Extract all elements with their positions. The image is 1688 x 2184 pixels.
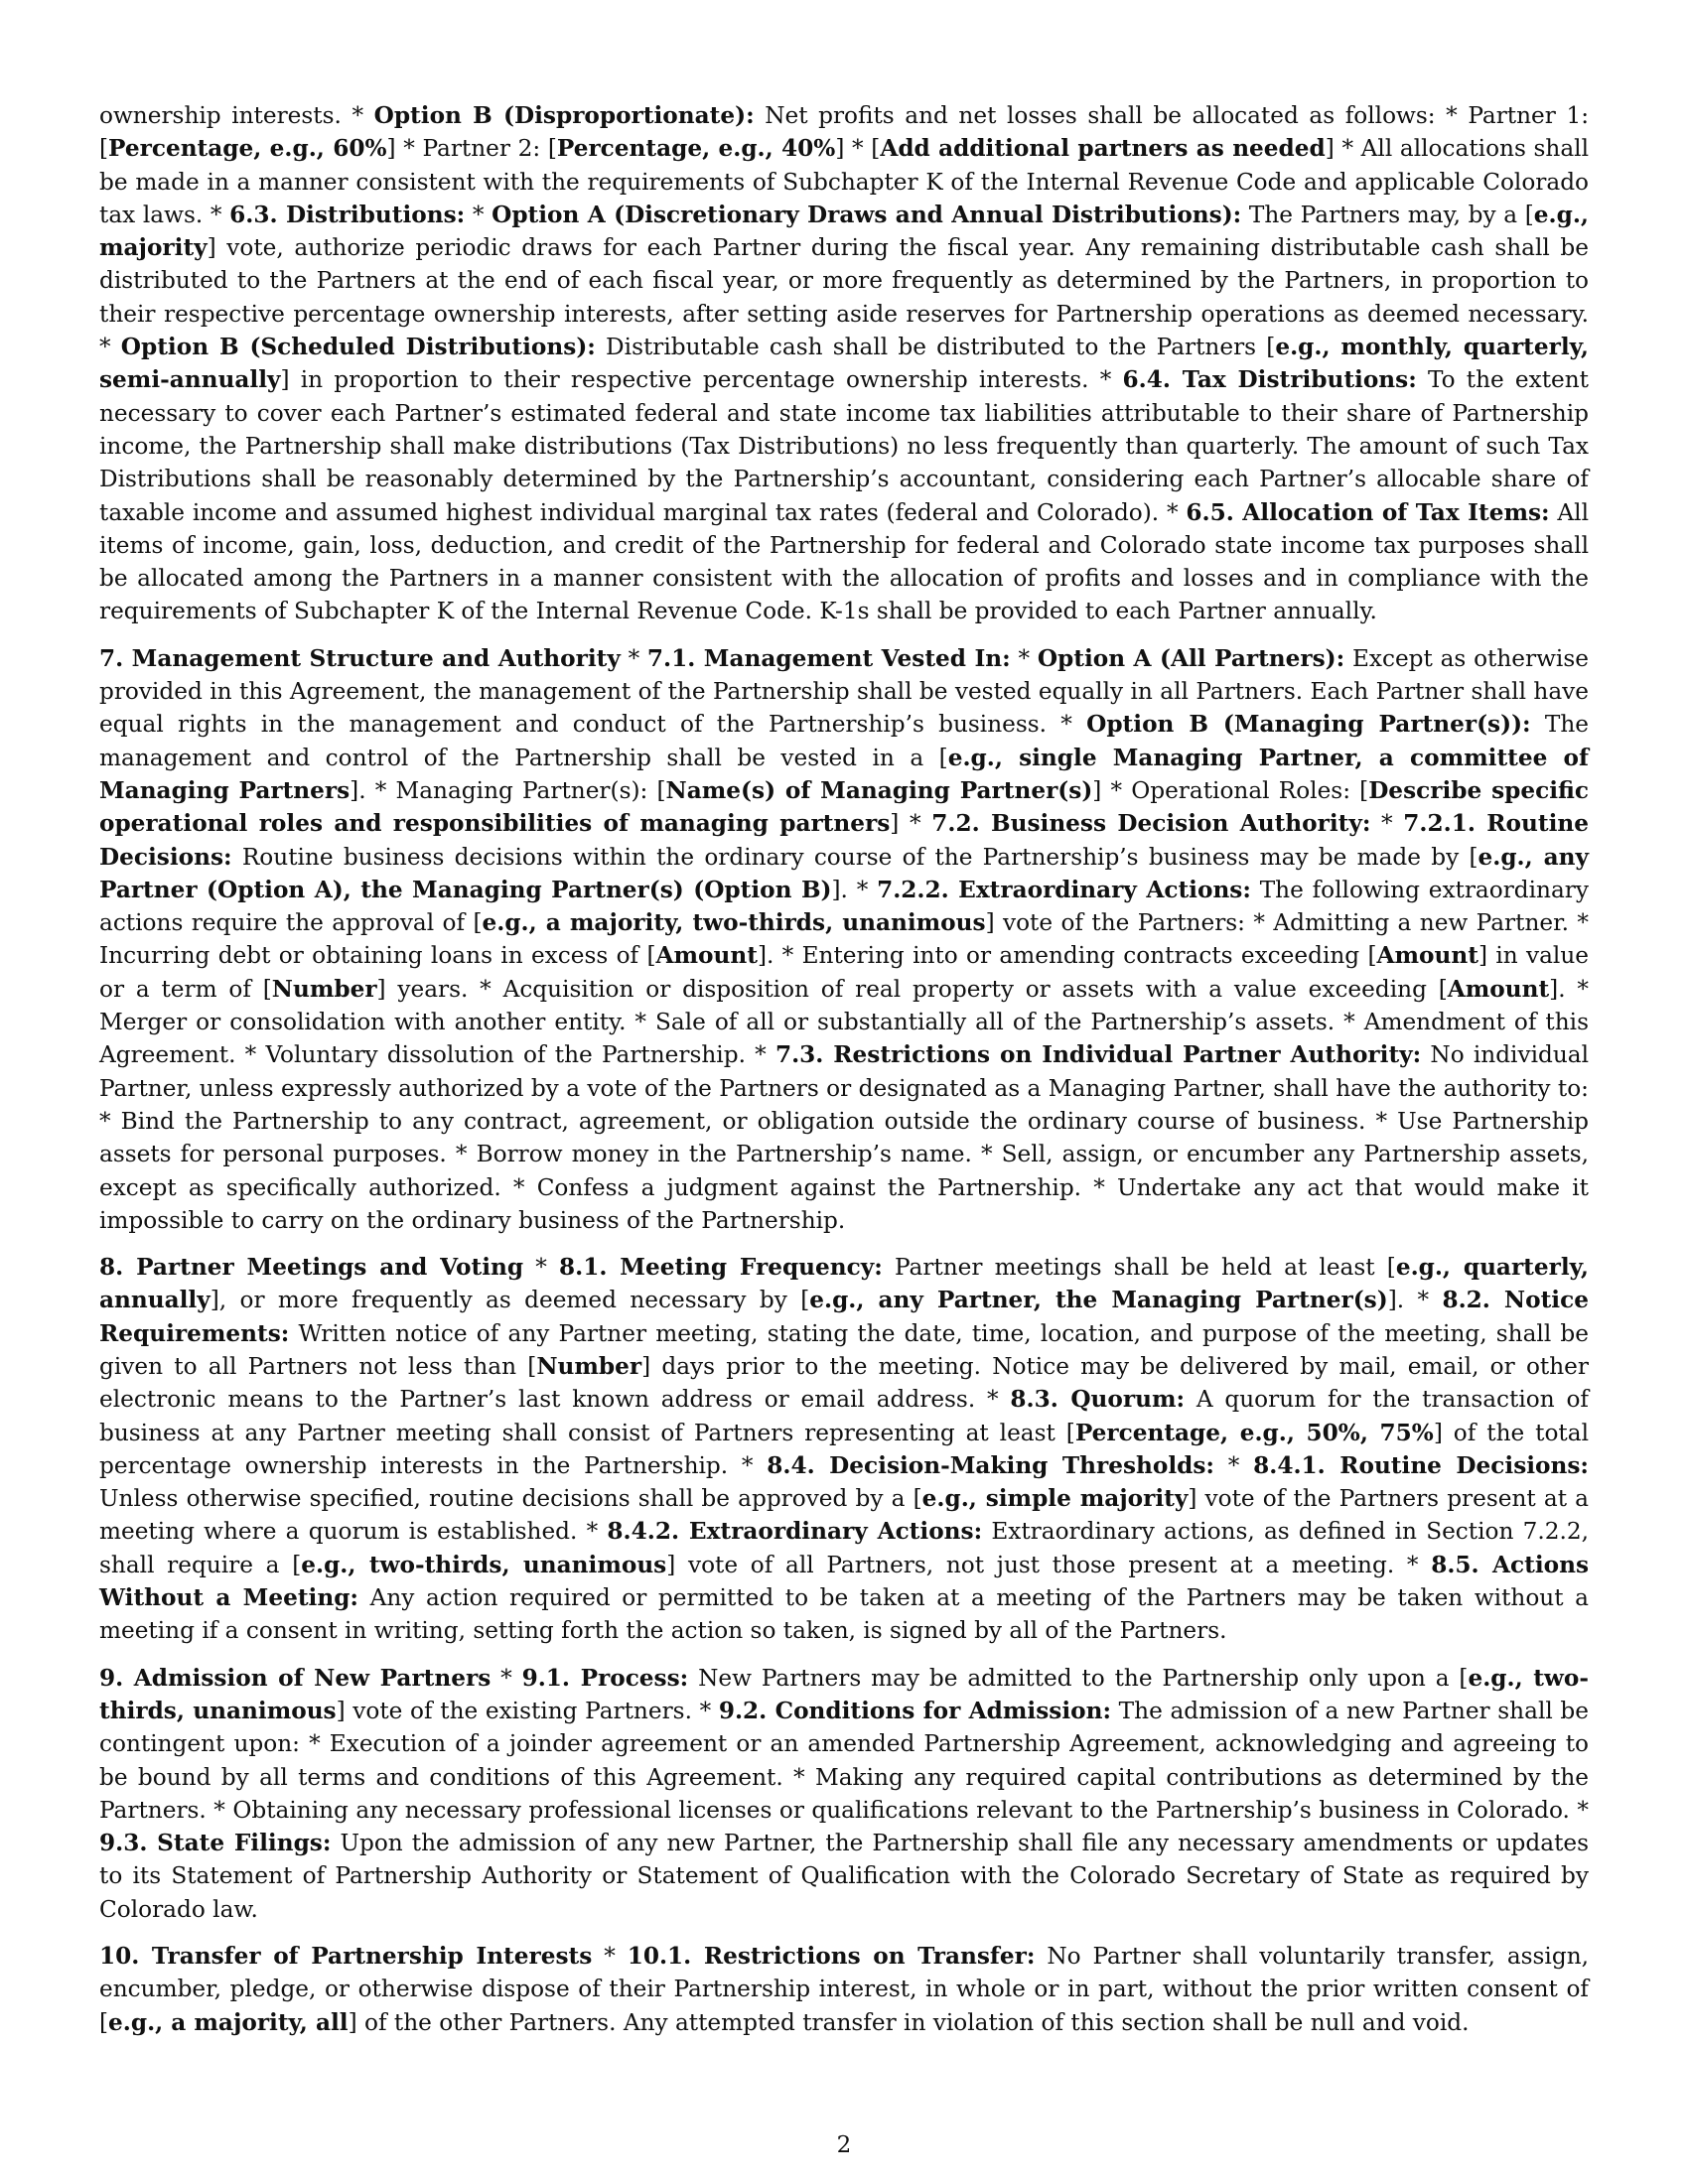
body-text: ]. * Entering into or amending contracts exceeding [ xyxy=(757,942,1377,970)
bold-text: e.g., majority xyxy=(99,201,1589,262)
bold-text: 8.1. Meeting Frequency: xyxy=(559,1254,883,1282)
paragraph xyxy=(99,1940,1589,2039)
bold-text: e.g., monthly, quarterly, semi-annually xyxy=(99,334,1589,394)
body-text: ]. * xyxy=(1387,1287,1443,1314)
body-text: New Partners may be admitted to the Partnership only upon a [ xyxy=(688,1664,1469,1692)
bold-text: Percentage, e.g., 60% xyxy=(108,135,387,163)
bold-text: 9.3. State Filings: xyxy=(99,1830,332,1857)
body-text: ] of the total percentage ownership interests in the Partnership. * xyxy=(99,1419,1589,1479)
bold-text: 8.3. Quorum: xyxy=(1010,1386,1186,1414)
body-text: Routine business decisions within the ordinary course of the Partnership’s business may be made by [ xyxy=(231,843,1478,871)
body-text: Upon the admission of any new Partner, the Partnership shall file any necessary amendments or updates to its Statement of Partnership Authority or Statement of Qualification with the Colorado Secretary of State as required by Colorado law. xyxy=(99,1830,1590,1923)
body-text: ] vote of the Partners: * Admitting a new Partner. * Incurring debt or obtaining loans in excess of [ xyxy=(99,909,1589,970)
body-text: ] * All allocations shall be made in a manner consistent with the requirements of Subchapter K of the Internal Revenue Code and applicable Colorado tax laws. * xyxy=(99,135,1589,228)
bold-text: e.g., two-thirds, unanimous xyxy=(99,1664,1589,1724)
bold-text: e.g., two-thirds, unanimous xyxy=(301,1551,667,1578)
bold-text: 7.1. Management Vested In: xyxy=(646,644,1011,672)
bold-text: Percentage, e.g., 40% xyxy=(556,135,836,163)
body-text: * xyxy=(1213,1451,1254,1479)
body-text: Unless otherwise specified, routine decisions shall be approved by a [ xyxy=(99,1485,922,1513)
bold-text: Number xyxy=(536,1352,642,1380)
body-text: No Partner shall voluntarily transfer, assign, encumber, pledge, or otherwise dispose of their Partnership interest, in whole or in part, without the prior written consent of [ xyxy=(99,1943,1589,2036)
bold-text: e.g., any Partner (Option A), the Managing Partner(s) (Option B) xyxy=(99,843,1589,903)
body-text: ] of the other Partners. Any attempted transfer in violation of this section shall be null and void. xyxy=(348,2008,1470,2036)
paragraph xyxy=(99,642,1589,1237)
body-text: ] in value or a term of [ xyxy=(99,942,1589,1003)
body-text: * xyxy=(620,644,647,672)
body-text: Distributable cash shall be distributed to the Partners [ xyxy=(595,334,1276,361)
body-text: ]. * Managing Partner(s): [ xyxy=(350,776,666,804)
bold-text: 8.4. Decision-Making Thresholds: xyxy=(767,1451,1214,1479)
bold-text: Option B (Scheduled Distributions): xyxy=(120,334,596,361)
body-text: ] vote of the Partners present at a meeting where a quorum is established. * xyxy=(99,1485,1590,1546)
bold-text: 7.3. Restrictions on Individual Partner Authority: xyxy=(774,1041,1422,1069)
body-text: * xyxy=(1370,810,1404,838)
body-text: ] vote, authorize periodic draws for each Partner during the fiscal year. Any remaining distributable cash shall be distributed to the Partners at the end of each fiscal year, or more frequently as determined by the Partners, in proportion to their respective percentage ownership interests, after setting aside reserves for Partnership operations as deemed necessary. * xyxy=(99,234,1589,361)
bold-text: Option A (All Partners): xyxy=(1037,644,1345,672)
body-text: ]. * Merger or consolidation with another entity. * Sale of all or substantially all of the Partnership’s assets. * Amendment of this Agreement. * Voluntary dissolution of the Partnership. * xyxy=(99,975,1589,1069)
bold-text: 8.2. Notice Requirements: xyxy=(99,1287,1589,1347)
bold-text: Number xyxy=(271,975,377,1003)
body-text: Partner meetings shall be held at least [ xyxy=(882,1254,1396,1282)
body-text: ] days prior to the meeting. Notice may be delivered by mail, email, or other electronic means to the Partner’s last known address or email address. * xyxy=(99,1352,1589,1414)
bold-text: 7.2. Business Decision Authority: xyxy=(931,810,1371,838)
body-text: Net profits and net losses shall be allocated as follows: * Partner 1: [ xyxy=(99,102,1590,163)
body-text: * xyxy=(465,201,492,228)
body-text: * xyxy=(592,1943,628,1971)
body-text: The Partners may, by a [ xyxy=(1241,201,1534,228)
bold-text: 6.4. Tax Distributions: xyxy=(1122,366,1417,394)
body-text: * xyxy=(491,1664,522,1692)
body-text: ] * xyxy=(890,810,932,838)
bold-text: 7.2.2. Extraordinary Actions: xyxy=(877,876,1251,903)
page-number: 2 xyxy=(836,2132,852,2158)
bold-text: Option A (Discretionary Draws and Annual Distributions): xyxy=(492,201,1242,228)
bold-text: Add additional partners as needed xyxy=(880,135,1326,163)
bold-text: Option B (Managing Partner(s)): xyxy=(1086,711,1531,739)
body-text: ] vote of the existing Partners. * xyxy=(336,1697,719,1724)
bold-text: Percentage, e.g., 50%, 75% xyxy=(1074,1419,1434,1446)
paragraph xyxy=(99,1662,1589,1926)
document-body xyxy=(99,99,1589,2053)
paragraph xyxy=(99,1251,1589,1648)
bold-text: Describe specific operational roles and responsibilities of managing partners xyxy=(99,776,1590,838)
body-text: ]. * xyxy=(831,876,878,903)
bold-text: Option B (Disproportionate): xyxy=(373,102,755,129)
bold-text: 7. Management Structure and Authority xyxy=(99,644,621,672)
body-text: ] vote of all Partners, not just those present at a meeting. * xyxy=(666,1551,1432,1578)
bold-text: e.g., quarterly, annually xyxy=(99,1254,1589,1314)
body-text: All items of income, gain, loss, deduction, and credit of the Partnership for federal and Colorado state income tax purposes shall be allocated among the Partners in a manner consistent with the allocation of profits and losses and in compliance with the requirements of Subchapter K of the Internal Revenue Code. K-1s shall be provided to each Partner annually. xyxy=(99,498,1589,625)
bold-text: 8. Partner Meetings and Voting xyxy=(99,1254,524,1282)
bold-text: 8.5. Actions Without a Meeting: xyxy=(99,1551,1590,1612)
body-text: * xyxy=(523,1254,560,1282)
bold-text: Amount xyxy=(1376,942,1478,970)
body-text: The management and control of the Partnership shall be vested in a [ xyxy=(99,711,1589,771)
body-text: * xyxy=(1010,644,1038,672)
bold-text: e.g., single Managing Partner, a committee of Managing Partners xyxy=(99,744,1589,804)
body-text: No individual Partner, unless expressly authorized by a vote of the Partners or designated as a Managing Partner, shall have the authority to: * Bind the Partnership to any contract, agreement, or obligation outside the ordinary course of business. * Use Partnership assets for personal purposes. * Borrow money in the Partnership’s name. * Sell, assign, or encumber any Partnership assets, except as specifically authorized. * Confess a judgment against the Partnership. * Undertake any act that would make it impossible to carry on the ordinary business of the Partnership. xyxy=(99,1041,1589,1234)
bold-text: 10.1. Restrictions on Transfer: xyxy=(627,1943,1036,1971)
bold-text: 9.1. Process: xyxy=(521,1664,689,1692)
bold-text: 9. Admission of New Partners xyxy=(99,1664,492,1692)
body-text: A quorum for the transaction of business at any Partner meeting shall consist of Partners representing at least [ xyxy=(99,1386,1590,1446)
body-text: ] * Operational Roles: [ xyxy=(1092,776,1369,804)
body-text: ] years. * Acquisition or disposition of real property or assets with a value exceeding [ xyxy=(376,975,1448,1003)
body-text: ] * Partner 2: [ xyxy=(386,135,557,163)
body-text: ] * [ xyxy=(835,135,881,163)
body-text: Except as otherwise provided in this Agreement, the management of the Partnership shall be vested equally in all Partners. Each Partner shall have equal rights in the management and conduct of the Partnership’s business. * xyxy=(99,644,1589,739)
bold-text: 7.2.1. Routine Decisions: xyxy=(99,810,1589,871)
body-text: ownership interests. * xyxy=(99,102,374,129)
paragraph xyxy=(99,99,1589,628)
bold-text: e.g., any Partner, the Managing Partner(s) xyxy=(809,1287,1388,1314)
bold-text: Amount xyxy=(1447,975,1550,1003)
bold-text: 8.4.1. Routine Decisions: xyxy=(1253,1451,1589,1479)
body-text: Any action required or permitted to be taken at a meeting of the Partners may be taken without a meeting if a consent in writing, setting forth the action so taken, is signed by all of the Partners. xyxy=(99,1584,1589,1645)
body-text: ] in proportion to their respective percentage ownership interests. * xyxy=(280,366,1123,394)
body-text: Extraordinary actions, as defined in Section 7.2.2, shall require a [ xyxy=(99,1518,1590,1578)
bold-text: Name(s) of Managing Partner(s) xyxy=(665,776,1093,804)
bold-text: e.g., simple majority xyxy=(921,1485,1189,1513)
bold-text: 6.3. Distributions: xyxy=(229,201,466,228)
bold-text: Amount xyxy=(655,942,758,970)
body-text: To the extent necessary to cover each Partner’s estimated federal and state income tax liabilities attributable to their share of Partnership income, the Partnership shall make distributions (Tax Distributions) no less frequently than quarterly. The amount of such Tax Distributions shall be reasonably determined by the Partnership’s accountant, considering each Partner’s allocable share of taxable income and assumed highest individual marginal tax rates (federal and Colorado). * xyxy=(99,366,1589,526)
bold-text: 9.2. Conditions for Admission: xyxy=(718,1697,1112,1724)
bold-text: 8.4.2. Extraordinary Actions: xyxy=(607,1518,983,1546)
body-text: The admission of a new Partner shall be contingent upon: * Execution of a joinder agreement or an amended Partnership Agreement, acknowledging and agreeing to be bound by all terms and conditions of this Agreement. * Making any required capital contributions as determined by the Partners. * Obtaining any necessary professional licenses or qualifications relevant to the Partnership’s business in Colorado. * xyxy=(99,1697,1589,1824)
body-text: Written notice of any Partner meeting, stating the date, time, location, and purpose of the meeting, shall be given to all Partners not less than [ xyxy=(99,1319,1589,1380)
bold-text: 6.5. Allocation of Tax Items: xyxy=(1186,498,1550,526)
body-text: The following extraordinary actions require the approval of [ xyxy=(99,876,1589,937)
bold-text: e.g., a majority, two-thirds, unanimous xyxy=(482,909,986,937)
bold-text: e.g., a majority, all xyxy=(108,2008,349,2036)
body-text: ], or more frequently as deemed necessary by [ xyxy=(210,1287,810,1314)
bold-text: 10. Transfer of Partnership Interests xyxy=(99,1943,593,1971)
